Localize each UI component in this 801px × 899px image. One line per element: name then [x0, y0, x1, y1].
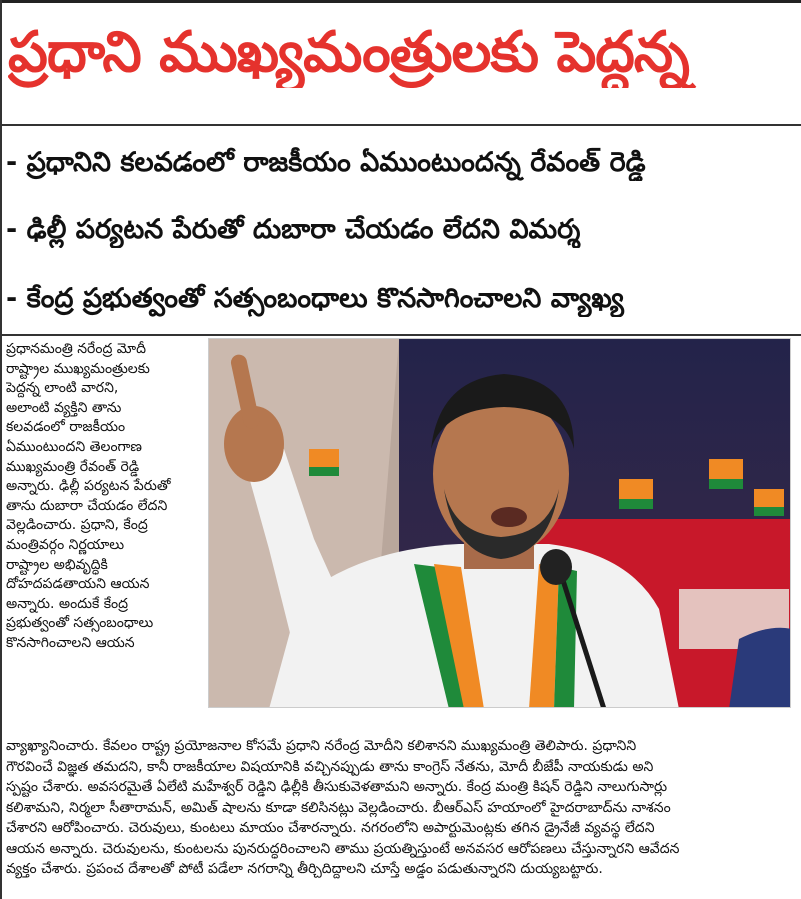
subhead-divider	[0, 334, 801, 336]
body-line: రాష్ట్రాల అభివృద్ధికి	[6, 556, 108, 573]
body-line: తాను దుబారా చేయడం లేదని	[6, 497, 168, 514]
body-line: వ్యక్తం చేశారు. ప్రపంచ దేశాలతో పోటీ పడేలా నగరాన్ని తీర్చిదిద్దాలని చూస్తే అడ్డం పడుతున్నారని దుయ్యబట్టారు.	[6, 861, 603, 877]
body-line: వెల్లడించారు. ప్రధాని, కేంద్ర	[6, 517, 148, 534]
body-line: గౌరవించే విజ్ఞత తమదని, కానీ రాజకీయాల విషయానికి వచ్చినప్పుడు తాను కాంగ్రెస్ నేతను, మోదీ బీజేపీ నాయకుడు అని	[6, 758, 654, 775]
body-line: ప్రభుత్వంతో సత్సంబంధాలు	[6, 615, 154, 632]
body-line: దోహదపడతాయని ఆయన	[6, 576, 150, 593]
body-line: కొనసాగించాలని ఆయన	[6, 634, 135, 651]
body-line: చేశారని ఆరోపించారు. చెరువులు, కుంటలు మాయం చేశారన్నారు. నగరంలోని అపార్టుమెంట్లకు తగిన డ్రైనేజీ వ్యవస్థ లేదని	[6, 820, 655, 836]
news-photo	[208, 338, 791, 708]
left-rule	[0, 0, 2, 899]
subhead-1: - ప్రధానిని కలవడంలో రాజకీయం ఏముంటుందన్న రేవంత్ రెడ్డి	[6, 147, 646, 178]
body-full-width	[6, 736, 796, 880]
headline-divider	[0, 124, 801, 126]
body-line: పెద్దన్న లాంటి వారని,	[6, 380, 119, 397]
body-line: మంత్రివర్గం నిర్ణయాలు	[6, 536, 125, 553]
top-rule	[0, 0, 801, 3]
body-line: ఆయన అన్నారు. చెరువులను, కుంటలను పునరుద్ధరించాలని తాము ప్రయత్నిస్తుంటే అనవసర ఆరోపణలు చేస్తున్నారని ఆవేదన	[6, 840, 680, 857]
microphone-icon	[540, 549, 572, 585]
body-line: రాష్ట్రాల ముఖ్యమంత్రులకు	[6, 360, 150, 377]
body-left-column	[6, 340, 200, 654]
body-line: కలవడంలో రాజకీయం	[6, 419, 126, 436]
body-line: వ్యాఖ్యానించారు. కేవలం రాష్ట్ర ప్రయోజనాల కోసమే ప్రధాని నరేంద్ర మోదీని కలిశానని ముఖ్యమంత్రి తెలిపారు. ప్రధానిని	[6, 738, 637, 754]
body-line: అన్నారు. ఢిల్లీ పర్యటన పేరుతో	[6, 478, 171, 495]
body-line: స్పష్టం చేశారు. అవసరమైతే ఏలేటి మహేశ్వర్ రెడ్డిని ఢిల్లీకి తీసుకువెళతామని అన్నారు. కేంద్ర మంత్రి కిషన్ రెడ్డిని నాలుగుసార్లు	[6, 779, 668, 795]
body-line: ఏముంటుందని తెలంగాణ	[6, 438, 142, 455]
headline: ప్రధాని ముఖ్యమంత్రులకు పెద్దన్న	[8, 20, 689, 85]
body-line: ముఖ్యమంత్రి రేవంత్ రెడ్డి	[6, 458, 140, 475]
body-line: అన్నారు. అందుకే కేంద్ర	[6, 595, 128, 612]
body-line: కలిశామని, నిర్మలా సీతారామన్, అమిత్ షాలను కూడా కలిసినట్లు వెల్లడించారు. బీఆర్ఎస్ హయాంలో హైదరాబాద్‌ను నాశనం	[6, 799, 671, 816]
subhead-2: - ఢిల్లీ పర్యటన పేరుతో దుబారా చేయడం లేదని విమర్శ	[6, 214, 581, 245]
subhead-3: - కేంద్ర ప్రభుత్వంతో సత్సంబంధాలు కొనసాగించాలని వ్యాఖ్య	[6, 283, 624, 314]
body-line: ప్రధానమంత్రి నరేంద్ర మోదీ	[6, 341, 146, 357]
body-line: అలాంటి వ్యక్తిని తాను	[6, 399, 122, 416]
